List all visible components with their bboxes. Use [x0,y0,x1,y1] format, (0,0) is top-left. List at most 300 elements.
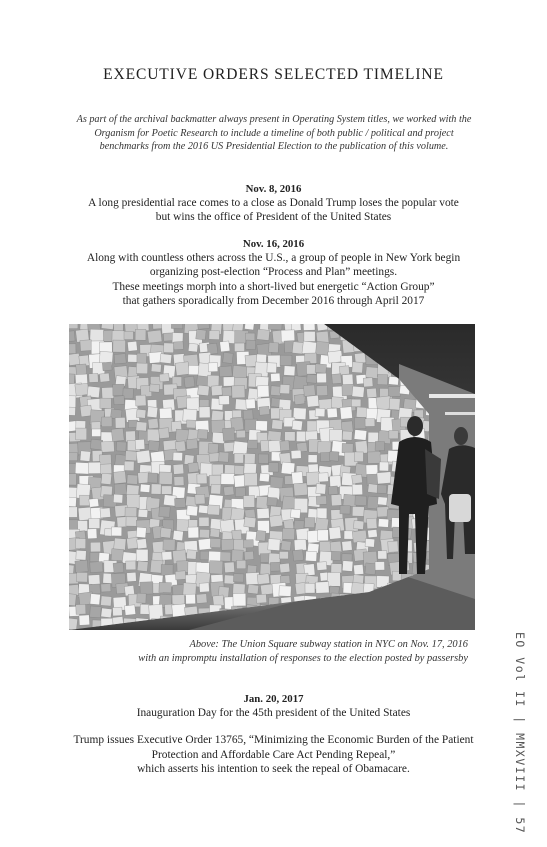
ceiling-light [429,394,475,398]
sticky-note [164,343,174,353]
sticky-note [296,431,305,441]
sticky-note [244,551,254,560]
timeline-entry [40,692,507,777]
sticky-note [135,439,145,450]
sticky-note [75,538,85,548]
sticky-note [306,431,318,441]
sticky-note [244,324,254,330]
sticky-note [77,572,88,582]
photo-caption [80,638,468,666]
sticky-note [352,474,363,483]
sticky-note [198,385,210,396]
sticky-note [317,562,327,571]
sticky-note [355,496,367,506]
sticky-note [352,386,365,397]
sticky-note [163,539,175,550]
sticky-note [186,506,197,516]
sticky-note [243,496,254,508]
sticky-note [211,385,223,395]
sticky-note [148,440,160,451]
sticky-note [184,376,195,388]
sticky-note [174,341,184,349]
sticky-note [243,540,253,548]
sticky-note [367,518,377,529]
sticky-note [92,429,101,437]
sticky-note [140,582,153,595]
sticky-note [234,465,244,474]
sticky-note [269,515,282,527]
sticky-note [136,363,148,374]
sticky-note [378,497,388,506]
sticky-note [365,367,379,379]
sticky-note [140,484,150,492]
sticky-note [173,452,183,461]
sticky-note [69,618,78,630]
sticky-note [368,484,379,494]
sticky-note [280,384,290,393]
sticky-note [160,528,171,539]
sticky-note [221,539,234,550]
sticky-note [100,464,112,474]
sticky-note [257,574,270,585]
sticky-note [88,575,100,586]
sticky-note [136,450,150,463]
sticky-note [69,396,76,409]
photo-illustration [69,324,475,630]
sticky-note [257,508,270,519]
sticky-note [388,541,399,552]
sticky-note [318,530,329,541]
sticky-note [221,473,234,484]
sticky-note [327,408,337,418]
sticky-note [99,373,109,382]
sticky-note [375,441,385,450]
sticky-note [281,541,291,551]
sticky-note [244,517,256,528]
sticky-note [267,497,277,506]
sticky-note [159,582,172,593]
sticky-note [114,538,126,550]
sticky-note [209,453,220,462]
sticky-note [80,451,91,462]
sticky-note [354,452,363,462]
sticky-note [159,408,172,419]
sticky-note [76,604,86,614]
sticky-note [172,604,187,617]
sticky-note [248,440,258,449]
sticky-note [248,584,259,594]
caption-line: Above: The Union Square subway station in NYC on Nov. 17, 2016 [189,639,468,650]
sticky-note [257,329,270,340]
sticky-note [303,385,315,397]
sticky-note [219,452,229,462]
sticky-note [366,408,378,419]
sticky-note [220,552,230,561]
sticky-note [115,417,125,428]
sticky-note [136,409,146,418]
sticky-note [210,528,220,537]
sticky-note [232,410,241,418]
sticky-note [188,462,199,472]
sticky-note [302,341,317,355]
sticky-note [114,396,125,405]
sticky-note [199,583,209,593]
sticky-note [329,429,342,441]
sticky-note [90,561,103,572]
sticky-note [186,594,196,604]
sticky-note [151,364,161,373]
sticky-note [89,498,99,507]
sticky-note [293,550,304,561]
sticky-note [69,353,80,365]
sticky-note [173,530,184,540]
sticky-note [368,432,379,443]
sticky-note [137,593,146,603]
sticky-note [137,539,147,549]
sticky-note [99,454,111,465]
sticky-note [140,604,150,614]
sticky-note [257,385,269,397]
sticky-note [294,520,305,529]
entry-line: Protection and Affordable Care Act Pending Repeal,” [151,748,396,761]
sticky-note [353,520,364,529]
sticky-note [268,539,281,551]
sticky-note [389,398,400,410]
sticky-note [198,429,208,439]
sticky-note [136,549,148,561]
sticky-note [363,378,373,387]
sticky-note [101,596,112,606]
sticky-note [147,429,159,441]
sticky-note [317,373,327,383]
sticky-note [342,374,353,386]
sticky-note [69,507,77,518]
sticky-note [270,562,280,571]
sticky-note [352,362,363,373]
ceiling-light [445,412,475,415]
sticky-note [316,496,326,505]
sticky-note [368,529,378,537]
sticky-note [128,354,138,362]
sticky-note [186,420,195,428]
sticky-note [79,615,90,625]
sticky-note [113,340,126,352]
sticky-note [124,605,135,616]
sticky-note [293,408,306,420]
sticky-note [196,329,206,340]
sticky-note [135,329,146,340]
sticky-note [126,517,137,526]
sticky-note [234,343,244,352]
sticky-note [183,409,197,422]
union-square-photo [69,324,475,630]
sticky-note [305,551,317,561]
sticky-note [317,508,327,519]
sticky-note [76,364,87,375]
sticky-note [208,363,218,372]
caption-line: with an impromptu installation of responses to the election posted by passersby [138,653,468,665]
entry-line: but wins the office of President of the United States [155,211,392,224]
sticky-note [163,495,176,507]
intro-line: As part of the archival backmatter always present in Operating System titles, we worked with the [76,114,472,125]
sticky-note [237,560,246,569]
sticky-note [127,341,137,351]
sticky-note [330,476,342,488]
entry-date: Nov. 8, 2016 [245,183,302,195]
sticky-note [163,333,173,341]
sticky-note [148,418,159,428]
sticky-note [75,560,88,572]
sticky-note [102,417,112,427]
sticky-note [79,495,89,506]
intro-paragraph [44,113,504,154]
sticky-note [174,498,185,508]
sticky-note [136,422,147,432]
page-title: EXECUTIVE ORDERS SELECTED TIMELINE [103,66,444,83]
sticky-note [175,571,186,580]
sticky-note [147,407,158,418]
sticky-note [306,365,316,374]
sticky-note [219,366,232,377]
sticky-note [316,484,326,495]
sticky-note [244,473,257,486]
sticky-note [159,373,169,382]
sticky-note [114,484,126,495]
sticky-note [111,428,124,441]
sticky-note [304,517,315,528]
sticky-note [329,527,341,540]
sticky-note [281,330,295,342]
sticky-note [223,377,235,386]
sticky-note [307,395,320,407]
sticky-note [365,539,375,548]
timeline-entry [40,182,507,225]
sticky-note [219,396,230,405]
sticky-note [379,462,388,471]
sticky-note [294,483,308,496]
entry-line: A long presidential race comes to a close as Donald Trump loses the popular vote [88,197,459,209]
sticky-note [318,441,332,454]
sticky-note [340,505,350,514]
sticky-note [304,331,315,341]
sticky-note [150,384,160,392]
sticky-note [260,584,273,595]
sticky-note [151,484,161,494]
entry-line: that gathers sporadically from December 2016 through April 2017 [122,295,425,308]
sticky-note [351,399,361,407]
sticky-note [135,395,146,406]
sticky-note [175,362,189,376]
sticky-note [196,376,208,387]
sticky-note [256,496,268,508]
sticky-note [258,454,268,463]
sticky-note [69,497,77,507]
sticky-note [174,476,184,485]
sticky-note [188,343,198,352]
sticky-note [198,538,211,550]
sticky-note [318,473,328,482]
sticky-note [125,507,137,517]
sticky-note [377,472,392,484]
sticky-note [329,451,339,461]
sticky-note [224,562,234,573]
sticky-note [320,452,330,461]
sticky-note [256,530,266,541]
sticky-note [234,453,243,463]
sticky-note [236,430,245,438]
sticky-note [272,420,283,430]
timeline-entry [40,237,507,309]
sticky-note [207,375,219,387]
sticky-note [90,606,102,618]
sticky-note [75,462,89,474]
sticky-note [69,564,74,574]
sticky-note [279,563,289,573]
sticky-note [246,399,256,409]
sticky-note [100,508,111,518]
sticky-note [188,527,199,538]
sticky-note [137,353,147,363]
sticky-note [290,509,300,518]
sticky-note [342,443,353,453]
sticky-note [352,506,364,516]
sticky-note [101,584,111,592]
sticky-note [159,472,172,485]
sticky-note [315,364,326,374]
sticky-note [279,551,288,558]
sticky-note [114,324,124,331]
sticky-note [367,474,378,485]
sticky-note [292,420,303,430]
sticky-note [89,373,99,382]
sticky-note [124,331,133,339]
sticky-note [101,608,112,618]
sticky-note [342,431,352,440]
sticky-note [208,505,220,515]
sticky-note [90,542,100,552]
sticky-note [76,428,87,440]
sticky-note [331,551,341,560]
sticky-note [113,471,126,484]
sticky-note [365,563,376,575]
sticky-note [378,519,388,528]
sticky-note [127,572,137,581]
sticky-note [327,572,340,586]
sticky-note [354,564,364,575]
sticky-note [267,363,277,373]
sticky-note [284,366,295,376]
sticky-note [352,530,367,543]
sticky-note [235,487,245,497]
sticky-note [315,408,325,417]
sticky-note [113,607,123,616]
sticky-note [125,451,137,461]
sticky-note [138,509,148,517]
sticky-note [271,452,281,461]
sticky-note [331,397,343,409]
sticky-note [113,384,125,396]
sticky-note [196,594,207,604]
sticky-note [224,575,235,584]
sticky-note [316,341,330,355]
sticky-note [160,354,172,364]
sticky-note [209,331,220,340]
sticky-note [126,561,136,570]
sticky-note [90,594,100,605]
entry-date: Nov. 16, 2016 [242,238,305,250]
sticky-note [199,529,209,538]
entry-line: Inauguration Day for the 45th president of the United States [136,707,411,719]
sticky-note [377,374,388,384]
sticky-note [233,574,243,583]
sticky-note [90,329,104,342]
sticky-note [340,407,353,420]
sticky-note [291,450,301,459]
sticky-note [195,494,205,504]
sticky-note [268,324,282,330]
sticky-note [69,344,76,354]
sticky-note [316,582,330,594]
running-footer: EO Vol II | MMXVIII | 57 [513,632,527,835]
sticky-note [127,475,138,485]
sticky-note [162,551,172,560]
sticky-note [80,405,92,417]
sticky-note [342,561,353,572]
sticky-note [137,561,148,572]
sticky-note [197,324,209,329]
entry-line: organizing post-election “Process and Plan” meetings. [149,266,398,279]
sticky-note [136,527,146,538]
sticky-note [76,550,86,560]
sticky-note [173,464,184,474]
sticky-note [339,366,349,375]
sticky-note [280,441,290,451]
sticky-note [246,340,256,350]
sticky-note [111,527,121,536]
sticky-note [308,455,317,463]
sticky-note [159,506,171,517]
sticky-note [76,421,86,429]
intro-line: Organism for Poetic Research to include a timeline of both public / political and project [94,127,454,139]
sticky-note [331,564,342,574]
sticky-note [152,324,162,329]
sticky-note [197,474,207,484]
sticky-note [307,374,318,383]
sticky-note [69,453,78,461]
sticky-note [269,463,279,472]
sticky-note [89,518,100,528]
sticky-note [199,517,209,526]
sticky-note [208,443,219,453]
sticky-note [161,564,173,575]
sticky-note [388,386,400,396]
sticky-note [366,388,376,398]
sticky-note [331,494,342,505]
sticky-note [161,486,171,494]
sticky-note [199,407,210,418]
sticky-note [279,586,291,597]
sticky-note [233,593,246,606]
entry-line: Trump issues Executive Order 13765, “Minimizing the Economic Burden of the Patient [73,734,474,747]
sticky-note [328,350,343,363]
sticky-note [148,473,158,483]
sticky-note [294,539,306,550]
sticky-note [280,355,292,366]
entry-date: Jan. 20, 2017 [243,693,304,705]
sticky-note [224,486,235,495]
sticky-note [259,473,269,482]
intro-line: benchmarks from the 2016 US Presidential Election to the publication of this volume. [99,141,449,153]
